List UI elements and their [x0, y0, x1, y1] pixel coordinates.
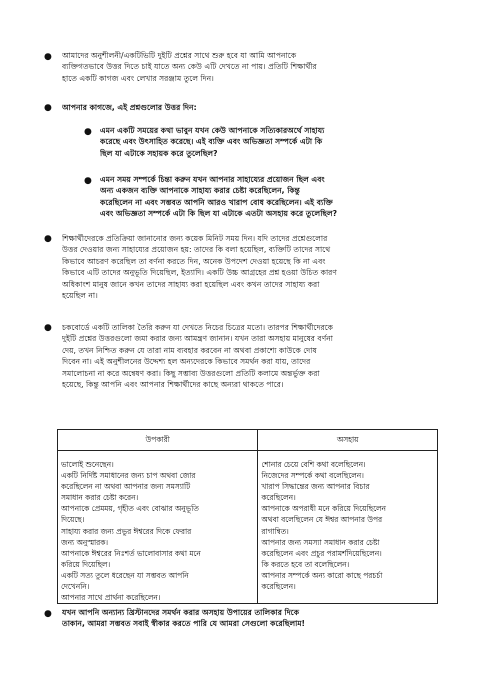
reflection-line: হয়েছিল না।: [62, 291, 98, 301]
helpful-item: একটি সত্য তুলে ধরেছেন যা সম্ভবত আপনি: [61, 570, 189, 580]
closing-line: যখন আপনি অন্যান্য খ্রিস্টানদের সমর্থন করার অসহায় উপায়ের তালিকার দিকে: [62, 608, 300, 617]
board-line: দিবেন না। এই অনুশীলনের উদ্দেশ্য হল অন্যদেরকে কিভাবে সমর্থন করা যায়, তাদের: [62, 357, 311, 367]
helpful-item: করেছিলেন না অথবা আপনার জন্য সমস্যাটি: [61, 482, 191, 492]
question-1-line: করেছে এবং উৎসাহিত করেছে। এই ব্যক্তি এবং অভিজ্ঞতা সম্পর্কে এটা কি: [100, 137, 323, 147]
unhelpful-column: [258, 451, 438, 604]
helpful-item: করিয়ে দিয়েছিল।: [61, 559, 111, 569]
helpful-item: আপনাকে ঈশ্বরের নিঃশর্ত ভালোবাসার কথা মনে: [61, 548, 201, 558]
board-line: সমালোচনা না করে অন্বেষণ করা। কিছু সম্ভাব্য উত্তরগুলো প্রতিটি কলামে অন্তর্ভুক্ত করা: [62, 368, 320, 378]
question-1-line: এমন একটি সময়ের কথা ভাবুন যখন কেউ আপনাকে সত্যিকারঅর্থে সাহায্য: [100, 126, 325, 135]
intro-line: ব্যক্তিগতভাবে উত্তর দিতে চাই যাতে অন্য কেউ এটি দেখতে না পায়। প্রতিটি শিক্ষার্থীর: [62, 62, 317, 72]
closing-line: তাকান, আমরা সম্ভবত সবাই স্বীকার করতে পারি যে আমরা সেগুলো করেছিলাম!: [62, 619, 306, 629]
closing-paragraph: [62, 607, 444, 630]
intro-paragraph: [62, 50, 444, 84]
unhelpful-item: শোনার চেয়ে বেশি কথা বলেছিলেন।: [261, 460, 366, 469]
intro-line: হাতে একটি কাগজ এবং লেখার সরঞ্জাম তুলে দিন।: [62, 73, 214, 83]
answer-prompt: [62, 102, 444, 113]
unhelpful-item: করেছিলেন।: [261, 493, 296, 503]
helpful-item: সমাধান করার চেষ্টা করেন।: [61, 493, 139, 503]
board-line: দেয়, তখন নিশ্চিত করুন যে তারা নাম ব্যবহার করবেন না অথবা প্রকাশ্যে কাউকে দোষ: [62, 345, 317, 355]
unhelpful-item: করেছিলেন।: [261, 582, 296, 592]
question-1-line: ছিল যা এটাকে সহায়ক করে তুলেছিল?: [100, 148, 218, 158]
reflection-line: কিভাবে এটি তাদের অনুভূতি দিয়েছিল, ইত্যাদি। একটি উচ্চ আগ্রহের প্রশ্ন হওয়া উচিত কারণ: [62, 268, 337, 278]
question-2: [100, 174, 438, 220]
helpful-item: ভালোই শুনেছেন।: [61, 460, 114, 469]
helpful-item: একটি নির্দিষ্ট সমাধানের জন্য চাপ অথবা জোর: [61, 471, 196, 481]
question-2-line: করেছিলেন না এবং সম্ভবত আপনি আরও খারাপ বোধ করেছিলেন। এই ব্যক্তি: [100, 197, 333, 207]
intro-line: আমাদের অনুশীলনী/একটিভিটি দুইটি প্রশ্নের সাথে শুরু হবে যা আমি আপনাকে: [62, 51, 297, 60]
helpful-item: সাহায্য করার জন্য প্রভুর ঈশ্বরের দিকে ফেরার: [61, 526, 192, 536]
helpful-item: আপনার সাথে প্রার্থনা করেছিলেন।: [61, 593, 161, 603]
question-1: [100, 125, 438, 159]
helpful-column: [58, 451, 258, 604]
helpful-item: দিয়েছে।: [61, 515, 85, 525]
unhelpful-item: নিজেদের সম্পর্কে কথা বলেছিলেন।: [261, 471, 364, 481]
reflection-line: উত্তর দেওয়ার জন্য সাহায্যের প্রয়োজন হয়: তাদের কি বলা হয়েছিল, ব্যক্তিটি তাদের সাথে: [62, 245, 331, 255]
sub-bullet-icon: ●: [84, 127, 92, 137]
bullet-icon: ●: [44, 103, 52, 113]
unhelpful-header: অসহায়: [258, 430, 438, 451]
unhelpful-item: আপনাকে অপরাধী মনে করিয়ে দিয়েছিলেন: [261, 504, 386, 514]
reflection-line: শিক্ষার্থীদেরকে প্রতিক্রিয়া জানানোর জন্য কয়েক মিনিট সময় দিন। যদি তাদের প্রশ্নেগুলোর: [62, 234, 328, 243]
comparison-table: [57, 429, 438, 604]
unhelpful-item: আপনার সম্পর্কে অন্য কারো কাছে পরচর্চা: [261, 570, 383, 580]
unhelpful-item: অথবা বলেছিলেন যে ঈশ্বর আপনার উপর: [261, 515, 383, 525]
helpful-item: আপনাকে প্রেমময়, গৃহীত এবং বোঝার অনুভূতি: [61, 504, 199, 514]
bullet-icon: ●: [44, 609, 52, 619]
table-row: [58, 451, 438, 604]
sub-bullet-icon: ●: [84, 176, 92, 186]
answer-prompt-text: আপনার কাগজে, এই প্রশ্নগুলোর উত্তর দিন:: [62, 103, 197, 112]
reflection-paragraph: [62, 233, 444, 301]
helpful-header: উপকারী: [58, 430, 258, 451]
helpful-item: জন্য অনুস্মারক।: [61, 537, 109, 547]
bullet-icon: ●: [44, 234, 52, 244]
board-line: দুইটি প্রশ্নের উত্তরগুলো জমা করার জন্য আমন্ত্রণ জানান। যখন তারা অসহায় মানুষের বর্ণনা: [62, 334, 333, 344]
unhelpful-item: করেছিলেন এবং প্রচুর পরামর্শদিয়েছিলেন।: [261, 548, 382, 558]
bullet-icon: ●: [44, 52, 52, 62]
reflection-line: অধিকাংশ মানুষ জানে কখন তাদের সাহায্য করা হয়েছিল এবং কখন তাদের সাহায্য করা: [62, 279, 320, 289]
board-paragraph: [62, 322, 444, 390]
reflection-line: কিভাবে আচরণ করেছিল তা বর্ণনা করতে দিন, অনেক উপদেশ দেওয়া হয়েছে কি না এবং: [62, 256, 326, 266]
question-2-line: অন্য একজন ব্যক্তি আপনাকে সাহায্য করার চেষ্টা করেছিলেন, কিন্তু: [100, 186, 300, 196]
unhelpful-item: কি করতে হবে তা বলেছিলেন।: [261, 559, 350, 569]
board-line: চকবোর্ডে একটি তালিকা তৈরি করুন যা দেখতে নিচের চিত্রের মতো। তারপর শিক্ষার্থীদেরকে: [62, 323, 333, 332]
question-2-line: এবং অভিজ্ঞতা সম্পর্কে এটা কি ছিল যা এটাকে এতটা অসহায় করে তুলেছিল?: [100, 209, 338, 219]
question-2-line: এমন সময় সম্পর্কে চিন্তা করুন যখন আপনার সাহায্যের প্রয়োজন ছিল এবং: [100, 175, 325, 184]
unhelpful-item: রাগান্বিত।: [261, 526, 289, 536]
bullet-icon: ●: [44, 323, 52, 333]
unhelpful-item: আপনার জন্য সমস্যা সমাধান করার চেষ্টা: [261, 537, 380, 547]
table-header-row: [58, 430, 438, 451]
unhelpful-item: খারাপ সিদ্ধান্তের জন্য আপনার বিচার: [261, 482, 370, 492]
board-line: হয়েছে, কিন্তু আপনি এবং আপনার শিক্ষার্থীদের কাছে অন্যরা থাকতে পারে।: [62, 380, 284, 390]
helpful-item: দেখেননি।: [61, 582, 90, 592]
